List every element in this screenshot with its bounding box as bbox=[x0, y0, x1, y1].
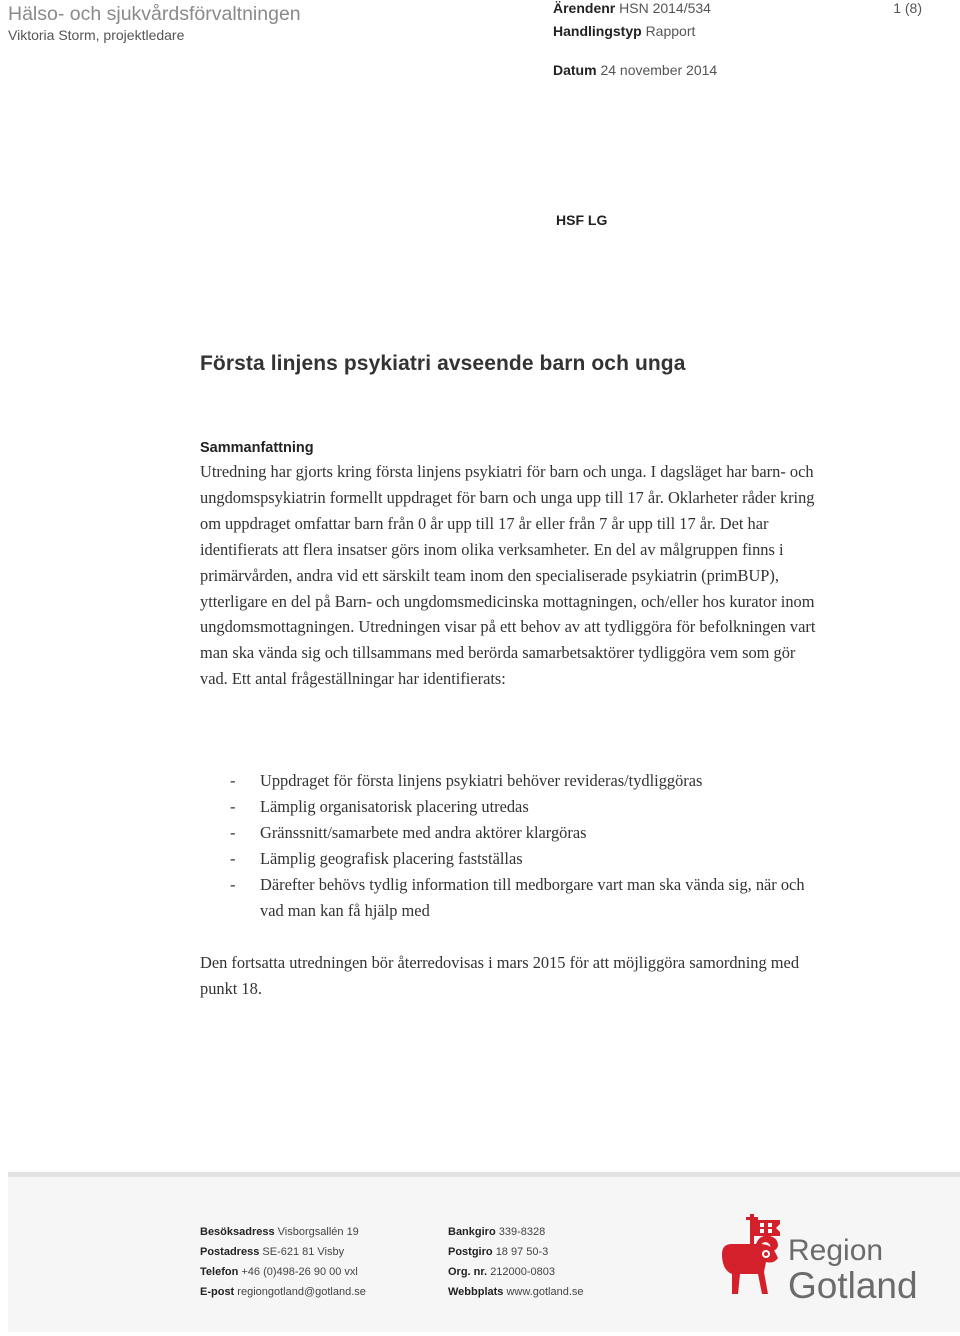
footer-row: Postadress SE-621 81 Visby bbox=[200, 1246, 345, 1258]
organization-name: Hälso- och sjukvårdsförvaltningen bbox=[8, 3, 301, 25]
list-item: - Lämplig organisatorisk placering utredas bbox=[200, 794, 820, 820]
bullet-marker: - bbox=[230, 822, 236, 842]
region-gotland-logo bbox=[716, 1214, 938, 1306]
gotland-ram-emblem bbox=[722, 1214, 780, 1294]
handlingstyp-value: Rapport bbox=[645, 23, 696, 39]
document-title: Första linjens psykiatri avseende barn och unga bbox=[200, 352, 686, 375]
footer-row: Postgiro 18 97 50-3 bbox=[448, 1246, 549, 1258]
closing-paragraph: Den fortsatta utredningen bör återredovisas i mars 2015 för att möjliggöra samordning med punkt 18. bbox=[200, 953, 800, 998]
footer-contact-column bbox=[200, 1222, 366, 1302]
arendenr-label: Ärendenr bbox=[553, 0, 616, 16]
recipient: HSF LG bbox=[556, 212, 608, 228]
handlingstyp-row bbox=[553, 23, 695, 39]
issue-list bbox=[200, 768, 820, 923]
section-heading: Sammanfattning bbox=[200, 440, 314, 456]
footer-row: Bankgiro 339-8328 bbox=[448, 1226, 546, 1238]
footer-row: Besöksadress Visborgsallén 19 bbox=[200, 1226, 359, 1238]
list-item: - Därefter behövs tydlig information till medborgare vart man ska vända sig, när och vad man kan få hjälp med bbox=[200, 872, 820, 924]
email-link[interactable]: regiongotland@gotland.se bbox=[237, 1286, 366, 1298]
footer-row: E-post regiongotland@gotland.se bbox=[200, 1286, 366, 1298]
datum-value: 24 november 2014 bbox=[600, 62, 718, 78]
logo-text-gotland: Gotland bbox=[788, 1265, 918, 1306]
footer-row: Webbplats www.gotland.se bbox=[448, 1286, 584, 1298]
footer-row: Org. nr. 212000-0803 bbox=[448, 1266, 556, 1278]
list-item: - Lämplig geografisk placering fastställas bbox=[200, 846, 820, 872]
website-link[interactable]: www.gotland.se bbox=[506, 1286, 584, 1298]
page-number: 1 (8) bbox=[893, 0, 922, 16]
datum-label: Datum bbox=[553, 62, 597, 78]
arendenr-value: HSN 2014/534 bbox=[619, 0, 711, 16]
bullet-marker: - bbox=[230, 771, 236, 790]
bullet-marker: - bbox=[230, 874, 236, 894]
summary-sentence-2: Det har identifierats att flera insatser görs inom olika verksamheter. En del av målgruppen finns i primärvården, andra vid ett särskilt team inom den specialiserade psykiatrin (primBUP), ytterligare en del på Barn- och ungdomsmedicinska mottagningen, och/eller hos kurator inom ungdomsmottagningen. Utredningen visar på ett behov av att tydliggöra för befolkningen vart man ska vända sig och tillsammans med berörda samarbetsaktörer tydliggöra vem som gör vad. Ett antal frågeställningar har identifierats: bbox=[200, 513, 816, 689]
datum-row bbox=[553, 62, 717, 78]
list-item: - Uppdraget för första linjens psykiatri behöver revideras/tydliggöras bbox=[200, 768, 820, 794]
bullet-marker: - bbox=[230, 796, 236, 816]
handlingstyp-label: Handlingstyp bbox=[553, 23, 642, 39]
footer-finance-column bbox=[448, 1222, 584, 1302]
arendenr-row bbox=[553, 0, 711, 16]
logo-text-region: Region bbox=[788, 1234, 884, 1267]
author-name: Viktoria Storm, projektledare bbox=[8, 27, 185, 43]
bullet-marker: - bbox=[230, 848, 236, 868]
summary-sentence-1: Utredning har gjorts kring första linjens psykiatri för barn och unga. I dagsläget har barn- och ungdomspsykiatrin formellt uppdraget för barn och unga upp till 17 år. Oklarheter råder kring om uppdraget omfattar barn från 0 år upp till 17 år eller från 7 år upp till 17 år. bbox=[200, 462, 815, 533]
summary-text bbox=[200, 459, 820, 692]
footer-row: Telefon +46 (0)498-26 90 00 vxl bbox=[200, 1266, 358, 1278]
list-item: - Gränssnitt/samarbete med andra aktörer klargöras bbox=[200, 820, 820, 846]
